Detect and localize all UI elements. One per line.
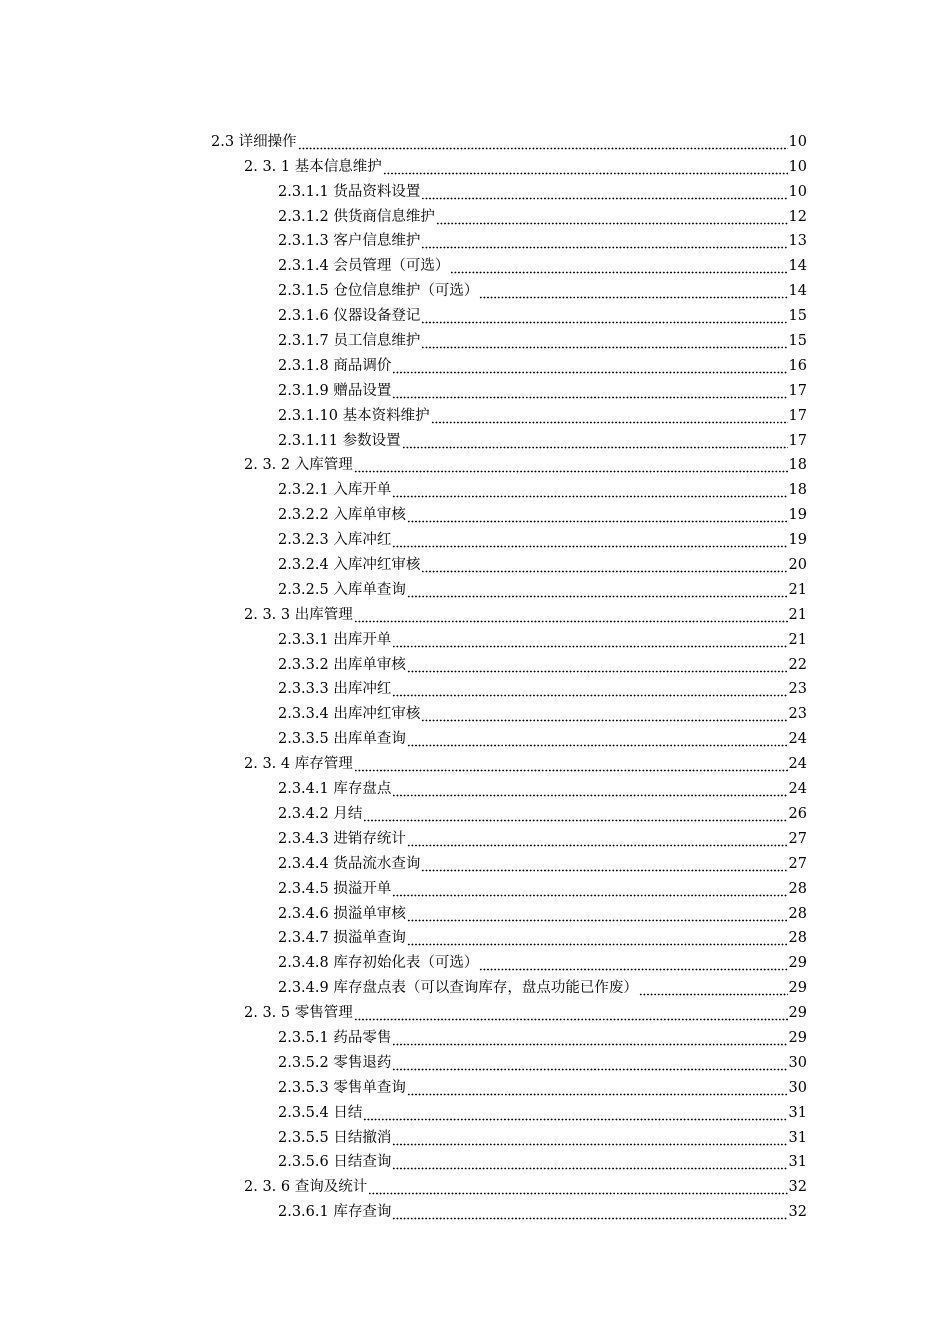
toc-entry-title: 2.3.2.4 入库冲红审核 bbox=[278, 557, 421, 574]
dot-leader bbox=[450, 258, 787, 275]
toc-entry-title: 2.3.1.10 基本资料维护 bbox=[278, 407, 430, 424]
toc-entry[interactable] bbox=[278, 425, 807, 450]
toc-entry[interactable] bbox=[244, 599, 807, 624]
dot-leader bbox=[392, 383, 787, 400]
toc-entry-page-number: 27 bbox=[788, 855, 807, 872]
dot-leader bbox=[383, 159, 788, 176]
toc-entry-page-number: 17 bbox=[788, 432, 807, 449]
toc-entry-page-number: 24 bbox=[788, 756, 807, 773]
toc-entry-title: 2.3.1.5 仓位信息维护（可选） bbox=[278, 283, 479, 300]
table-of-contents bbox=[0, 126, 950, 1221]
toc-entry[interactable] bbox=[278, 972, 807, 997]
dot-leader bbox=[392, 532, 787, 549]
dot-leader bbox=[392, 482, 787, 499]
toc-entry-page-number: 18 bbox=[788, 457, 807, 474]
dot-leader bbox=[368, 1179, 787, 1196]
toc-entry-title: 2. 3. 6 查询及统计 bbox=[244, 1179, 368, 1196]
toc-entry-page-number: 24 bbox=[788, 731, 807, 748]
toc-entry-page-number: 28 bbox=[788, 930, 807, 947]
toc-entry[interactable] bbox=[278, 698, 807, 723]
toc-entry-title: 2.3.4.7 损溢单查询 bbox=[278, 930, 406, 947]
dot-leader bbox=[402, 433, 788, 450]
toc-entry[interactable] bbox=[244, 450, 807, 475]
toc-entry-title: 2.3.4.6 损溢单审核 bbox=[278, 905, 406, 922]
toc-entry[interactable] bbox=[278, 574, 807, 599]
toc-entry-page-number: 32 bbox=[788, 1179, 807, 1196]
toc-entry-title: 2.3.1.3 客户信息维护 bbox=[278, 233, 421, 250]
toc-entry[interactable] bbox=[278, 474, 807, 499]
toc-entry-page-number: 19 bbox=[788, 507, 807, 524]
toc-entry-title: 2.3.4.5 损溢开单 bbox=[278, 880, 392, 897]
toc-entry[interactable] bbox=[278, 375, 807, 400]
toc-entry-page-number: 10 bbox=[788, 133, 807, 150]
toc-entry-page-number: 17 bbox=[788, 382, 807, 399]
dot-leader bbox=[392, 1055, 787, 1072]
toc-entry-title: 2.3.1.4 会员管理（可选） bbox=[278, 258, 450, 275]
toc-entry-page-number: 15 bbox=[788, 308, 807, 325]
toc-entry-page-number: 21 bbox=[788, 606, 807, 623]
toc-entry-title: 2. 3. 3 出库管理 bbox=[244, 606, 353, 623]
toc-entry-page-number: 31 bbox=[788, 1154, 807, 1171]
toc-entry-title: 2.3.1.9 赠品设置 bbox=[278, 382, 392, 399]
toc-entry-title: 2.3.2.2 入库单审核 bbox=[278, 507, 406, 524]
dot-leader bbox=[407, 507, 788, 524]
toc-entry[interactable] bbox=[278, 350, 807, 375]
toc-entry[interactable] bbox=[278, 674, 807, 699]
toc-entry-page-number: 30 bbox=[788, 1079, 807, 1096]
dot-leader bbox=[421, 233, 787, 250]
dot-leader bbox=[407, 930, 788, 947]
toc-entry-title: 2.3.3.3 出库冲红 bbox=[278, 681, 392, 698]
toc-entry-page-number: 26 bbox=[788, 805, 807, 822]
toc-entry-page-number: 20 bbox=[788, 557, 807, 574]
dot-leader bbox=[407, 1080, 788, 1097]
dot-leader bbox=[363, 806, 787, 823]
toc-entry-page-number: 22 bbox=[788, 656, 807, 673]
dot-leader bbox=[407, 731, 788, 748]
toc-entry-title: 2.3.4.2 月结 bbox=[278, 805, 363, 822]
dot-leader bbox=[354, 756, 788, 773]
toc-entry-page-number: 24 bbox=[788, 781, 807, 798]
toc-entry-title: 2.3.5.2 零售退药 bbox=[278, 1054, 392, 1071]
toc-entry[interactable] bbox=[278, 250, 807, 275]
toc-entry-page-number: 29 bbox=[788, 1029, 807, 1046]
toc-entry-page-number: 27 bbox=[788, 830, 807, 847]
toc-entry[interactable] bbox=[278, 823, 807, 848]
dot-leader bbox=[421, 308, 787, 325]
toc-entry[interactable] bbox=[278, 923, 807, 948]
toc-entry-title: 2.3.3.1 出库开单 bbox=[278, 631, 392, 648]
toc-entry-title: 2.3.5.5 日结撤消 bbox=[278, 1129, 392, 1146]
dot-leader bbox=[479, 955, 787, 972]
toc-entry-page-number: 14 bbox=[788, 258, 807, 275]
toc-entry[interactable] bbox=[278, 524, 807, 549]
toc-entry-page-number: 14 bbox=[788, 283, 807, 300]
toc-entry-title: 2.3.4.9 库存盘点表（可以查询库存，盘点功能已作废） bbox=[278, 980, 638, 997]
toc-entry-title: 2.3.1.2 供货商信息维护 bbox=[278, 208, 435, 225]
toc-entry[interactable] bbox=[278, 1196, 807, 1221]
toc-entry-page-number: 16 bbox=[788, 357, 807, 374]
toc-entry-page-number: 32 bbox=[788, 1204, 807, 1221]
toc-entry[interactable] bbox=[244, 1171, 807, 1196]
toc-entry-title: 2.3.2.5 入库单查询 bbox=[278, 581, 406, 598]
dot-leader bbox=[479, 283, 787, 300]
toc-entry-page-number: 23 bbox=[788, 706, 807, 723]
dot-leader bbox=[363, 1105, 787, 1122]
toc-entry-page-number: 30 bbox=[788, 1054, 807, 1071]
toc-entry-title: 2.3.5.4 日结 bbox=[278, 1104, 363, 1121]
toc-entry-title: 2. 3. 1 基本信息维护 bbox=[244, 158, 382, 175]
toc-entry-page-number: 29 bbox=[788, 980, 807, 997]
toc-entry-title: 2.3.2.3 入库冲红 bbox=[278, 532, 392, 549]
dot-leader bbox=[392, 1204, 787, 1221]
dot-leader bbox=[392, 358, 787, 375]
toc-entry-page-number: 19 bbox=[788, 532, 807, 549]
dot-leader bbox=[421, 333, 787, 350]
toc-entry-page-number: 18 bbox=[788, 482, 807, 499]
toc-entry-page-number: 31 bbox=[788, 1104, 807, 1121]
toc-entry-page-number: 23 bbox=[788, 681, 807, 698]
toc-entry[interactable] bbox=[278, 773, 807, 798]
dot-leader bbox=[392, 1030, 787, 1047]
toc-entry-page-number: 13 bbox=[788, 233, 807, 250]
toc-entry-page-number: 10 bbox=[788, 158, 807, 175]
toc-entry-title: 2.3.5.1 药品零售 bbox=[278, 1029, 392, 1046]
toc-entry[interactable] bbox=[278, 226, 807, 251]
toc-entry[interactable] bbox=[244, 151, 807, 176]
toc-entry[interactable] bbox=[278, 873, 807, 898]
dot-leader bbox=[407, 657, 788, 674]
dot-leader bbox=[392, 632, 787, 649]
toc-entry-page-number: 28 bbox=[788, 880, 807, 897]
toc-entry-title: 2.3.1.11 参数设置 bbox=[278, 432, 401, 449]
toc-entry[interactable] bbox=[278, 624, 807, 649]
toc-entry[interactable] bbox=[278, 1097, 807, 1122]
toc-entry-page-number: 28 bbox=[788, 905, 807, 922]
toc-entry[interactable] bbox=[211, 126, 807, 151]
toc-entry-page-number: 21 bbox=[788, 631, 807, 648]
dot-leader bbox=[392, 881, 787, 898]
toc-entry-page-number: 31 bbox=[788, 1129, 807, 1146]
dot-leader bbox=[354, 607, 788, 624]
dot-leader bbox=[354, 457, 788, 474]
toc-entry[interactable] bbox=[278, 275, 807, 300]
toc-entry-title: 2.3.5.3 零售单查询 bbox=[278, 1079, 406, 1096]
toc-entry[interactable] bbox=[278, 1072, 807, 1097]
dot-leader bbox=[421, 557, 787, 574]
dot-leader bbox=[407, 831, 788, 848]
dot-leader bbox=[392, 1130, 787, 1147]
toc-entry[interactable] bbox=[278, 400, 807, 425]
toc-entry-title: 2.3.4.4 货品流水查询 bbox=[278, 855, 421, 872]
toc-entry-title: 2.3 详细操作 bbox=[211, 133, 297, 150]
toc-entry[interactable] bbox=[278, 300, 807, 325]
toc-entry[interactable] bbox=[278, 947, 807, 972]
toc-entry[interactable] bbox=[278, 201, 807, 226]
toc-entry-title: 2.3.1.8 商品调价 bbox=[278, 357, 392, 374]
dot-leader bbox=[407, 582, 788, 599]
dot-leader bbox=[392, 1154, 787, 1171]
toc-entry-page-number: 29 bbox=[788, 955, 807, 972]
dot-leader bbox=[431, 408, 788, 425]
toc-entry[interactable] bbox=[244, 748, 807, 773]
toc-entry[interactable] bbox=[278, 848, 807, 873]
toc-entry-title: 2.3.4.3 进销存统计 bbox=[278, 830, 406, 847]
toc-entry-title: 2.3.1.6 仪器设备登记 bbox=[278, 308, 421, 325]
toc-entry-page-number: 12 bbox=[788, 208, 807, 225]
toc-entry-title: 2.3.3.4 出库冲红审核 bbox=[278, 706, 421, 723]
dot-leader bbox=[421, 706, 787, 723]
dot-leader bbox=[436, 209, 788, 226]
dot-leader bbox=[392, 681, 787, 698]
toc-entry[interactable] bbox=[278, 549, 807, 574]
toc-entry[interactable] bbox=[278, 1147, 807, 1172]
toc-entry[interactable] bbox=[278, 898, 807, 923]
toc-entry[interactable] bbox=[278, 499, 807, 524]
dot-leader bbox=[421, 184, 787, 201]
toc-entry[interactable] bbox=[278, 723, 807, 748]
toc-entry[interactable] bbox=[278, 1022, 807, 1047]
dot-leader bbox=[407, 906, 788, 923]
toc-entry-page-number: 17 bbox=[788, 407, 807, 424]
toc-entry-title: 2.3.5.6 日结查询 bbox=[278, 1154, 392, 1171]
toc-entry[interactable] bbox=[278, 798, 807, 823]
toc-entry[interactable] bbox=[278, 1122, 807, 1147]
toc-entry-title: 2.3.4.1 库存盘点 bbox=[278, 781, 392, 798]
toc-entry-title: 2. 3. 2 入库管理 bbox=[244, 457, 353, 474]
toc-entry-title: 2.3.3.5 出库单查询 bbox=[278, 731, 406, 748]
toc-entry-page-number: 21 bbox=[788, 581, 807, 598]
dot-leader bbox=[354, 1005, 788, 1022]
toc-entry[interactable] bbox=[278, 176, 807, 201]
dot-leader bbox=[298, 134, 788, 151]
dot-leader bbox=[639, 980, 788, 997]
dot-leader bbox=[392, 781, 787, 798]
toc-entry[interactable] bbox=[278, 325, 807, 350]
toc-entry-title: 2.3.1.7 员工信息维护 bbox=[278, 333, 421, 350]
toc-entry-title: 2. 3. 5 零售管理 bbox=[244, 1005, 353, 1022]
toc-entry-title: 2.3.1.1 货品资料设置 bbox=[278, 183, 421, 200]
toc-entry-page-number: 10 bbox=[788, 183, 807, 200]
toc-entry-title: 2.3.4.8 库存初始化表（可选） bbox=[278, 955, 479, 972]
toc-entry[interactable] bbox=[278, 649, 807, 674]
toc-entry-title: 2. 3. 4 库存管理 bbox=[244, 756, 353, 773]
toc-entry-title: 2.3.2.1 入库开单 bbox=[278, 482, 392, 499]
toc-entry-title: 2.3.6.1 库存查询 bbox=[278, 1204, 392, 1221]
toc-entry-page-number: 29 bbox=[788, 1005, 807, 1022]
dot-leader bbox=[421, 856, 787, 873]
toc-entry[interactable] bbox=[244, 997, 807, 1022]
toc-entry-page-number: 15 bbox=[788, 333, 807, 350]
toc-entry-title: 2.3.3.2 出库单审核 bbox=[278, 656, 406, 673]
toc-entry[interactable] bbox=[278, 1047, 807, 1072]
